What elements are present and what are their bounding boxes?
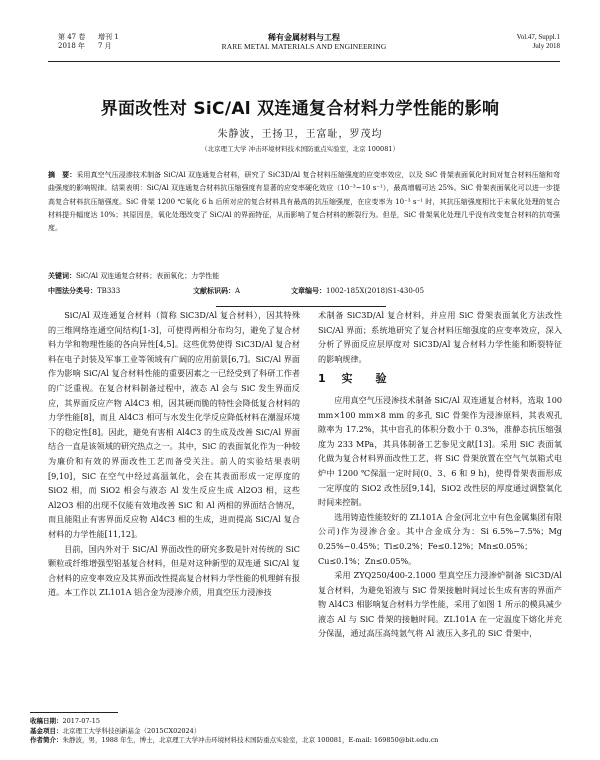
header-volume: 第 47 卷	[58, 33, 86, 41]
journal-name-zh: 稀有金属材料与工程	[268, 32, 340, 42]
paragraph: 应用真空气压浸渗技术制备 SiC/Al 双连通复合材料，选取 100 mm×100 mm×8 mm 的多孔 SiC 骨架作为浸渗原料，其表观孔隙率为 17.2%，其中盲孔的体积分数小于 0.3%，准静态抗压缩强度为 233 MPa，其具体制备工艺参见文献[13]。采用 SiC 表面氧化做为复合材料界面改性工艺，将 SiC 骨架放置在空气气氛箱式电炉中 1200 ℃保温一定时间(0、3、6 和 9 h)，使得骨架表面形成一定厚度的 SiO2 改性层[9,14]，SiO2 改性层的厚度通过调整氧化时间来控制。	[318, 394, 562, 508]
doc-code-field: 文献标识码：A	[193, 286, 241, 295]
affiliation: （北京理工大学 冲击环境材料技术国防重点实验室，北京 100081）	[201, 145, 399, 153]
paragraph: 术制备 SiC3D/Al 复合材料，并应用 SiC 骨架表面氧化方法改性 SiC/Al 界面；系统地研究了复合材料压缩强度的应变率效应，深入分析了界面反应层厚度对 SiC3D/Al 复合材料力学性能和断裂特征的影响规律。	[318, 310, 562, 364]
header-volume-en	[517, 33, 560, 51]
footnotes	[30, 717, 570, 746]
funding: 基金项目：北京理工大学科技创新基金（2015CX02024）	[30, 726, 201, 735]
paper-title: 界面改性对 SiC/Al 双连通复合材料力学性能的影响	[100, 99, 500, 119]
abstract-text: 采用真空气压浸渗技术制备 SiC/Al 双连通复合材料，研究了 SiC3D/Al 复合材料压缩强度的应变率效应，以及 SiC 骨架表面氧化时间对复合材料压缩和弯曲强度的影响规律。结果表明：SiC/Al 双连通复合材料抗压缩强度有显著的应变率硬化效应（10⁻³~10 s⁻¹），最高增幅可达 25%。SiC 骨架表面氧化可以进一步提高复合材料抗压缩强度。SiC 骨架 1200 ℃氧化 6 h 后所对应的复合材料具有最高的抗压缩强度，在应变率为 10⁻³ s⁻¹ 时，其抗压缩强度相比于未氧化处理的复合材料提升幅度达 10%；其原因是，氧化处理改变了 SiC/Al 的界面特征，从而影响了复合材料的断裂行为。但是，SiC 骨架氧化处理几乎没有改变复合材料的抗弯强度。	[48, 171, 561, 233]
keywords-text: SiC/Al 双连通复合材料；表面氧化；力学性能	[76, 272, 220, 280]
keywords-label: 关键词：	[48, 271, 76, 280]
paragraph: 目前，国内外对于 SiC/Al 界面改性的研究多数是针对传统的 SiC 颗粒或纤维增强型铝基复合材料，但是对这种新型的双连通 SiC/Al 复合材料的应变率效应及其界面改性提高复合材料力学性能的机理鲜有报道。本工作以 ZL101A 铝合金为浸渗介质，用真空压力浸渗技	[48, 543, 300, 598]
header-journal	[48, 33, 560, 51]
header-year: 2018 年	[58, 42, 86, 50]
keywords	[48, 271, 560, 281]
author-list: 朱静波，王扬卫，王富耻，罗茂均	[217, 129, 383, 140]
section-heading: 1 实 验	[318, 372, 393, 386]
running-header	[48, 33, 560, 57]
journal-name-en: RARE METAL MATERIALS AND ENGINEERING	[221, 42, 387, 51]
paragraph: 选用铸造性能较好的 ZL101A 合金(河北立中有色金属集团有限公司)作为浸渗合金。其中合金成分为：Si 6.5%~7.5%；Mg 0.25%~0.45%；Ti≤0.2%；Fe≤0.12%；Mn≤0.05%；Cu≤0.1%；Zn≤0.05%。	[318, 511, 562, 566]
header-rule	[48, 61, 560, 62]
footnote-rule	[30, 712, 118, 713]
paragraph: 采用 ZYQ250/400-2.1000 型真空压力浸渗炉制备 SiC3D/Al 复合材料，为避免铝液与 SiC 骨架接触时间过长生成有害的界面产物 Al4C3 相影响复合材料力学性能，采用了如图 1 所示的模具减少液态 Al 与 SiC 骨架的接触时间。ZL101A 在一定温度下熔化并充分保温，通过高压高纯氩气将 Al 液压入多孔的 SiC 骨架中，	[318, 570, 562, 639]
clc-field: 中图法分类号：TB333	[48, 286, 121, 295]
abstract-rule	[216, 306, 386, 307]
abstract-label: 摘 要：	[48, 170, 77, 179]
article-number-field: 文章编号：1002-185X(2018)S1-430-05	[291, 286, 425, 295]
volume-en: Vol.47, Suppl.1	[516, 33, 560, 41]
header-month: 7 月	[98, 42, 112, 50]
body-column-right	[318, 308, 562, 641]
header-issue: 增刊 1	[98, 33, 119, 41]
abstract	[48, 168, 560, 235]
received-date: 收稿日期：2017-07-15	[30, 717, 100, 725]
author-bio: 作者简介：朱静波，男，1988 年生，博士，北京理工大学冲击环境材料技术国防重点实验室，北京 100081，E-mail: 169850@bit.edu.cn	[30, 736, 439, 745]
body-column-left	[48, 308, 300, 600]
paragraph: SiC/Al 双连通复合材料（简称 SiC3D/Al 复合材料），因其特殊的三维网络连通空间结构[1-3]，可使得两相分布均匀，避免了复合材料力学和物理性能的各向异性[4,5]。这些优势使得 SiC3D/Al 复合材料在电子封装及军事工业等领域有广阔的应用前景[6,7]。SiC/Al 界面作为影响 SiC/Al 复合材料性能的重要因素之一已经受到了科研工作者的广泛重视。在复合材料制备过程中，液态 Al 会与 SiC 发生界面反应，其界面反应产物 Al4C3 相，因其硬而脆的特性会降低复合材料的力学性能[8]，而且 Al4C3 相可与水发生化学反应降低材料在潮湿环境下的稳定性[8]。因此，避免有害相 Al4C3 的生成及改善 SiC/Al 界面结合一直是该领域的研究热点之一。其中，SiC 的表面氧化作为一种较为廉价和有效的界面改性工艺而备受关注。前人的实验结果表明[9,10]，SiC 在空气中经过高温氧化，会在其表面形成一定厚度的 SiO2 相，而 SiO2 相会与液态 Al 发生反应生成 Al2O3 相，这些 Al2O3 相的出现不仅能有效地改善 SiC 和 Al 两相的界面结合情况，而且能阻止有害界面反应物 Al4C3 相的生成，进而提高 SiC/Al 复合材料的力学性能[11,12]。	[48, 310, 300, 539]
date-en: July 2018	[532, 42, 560, 50]
